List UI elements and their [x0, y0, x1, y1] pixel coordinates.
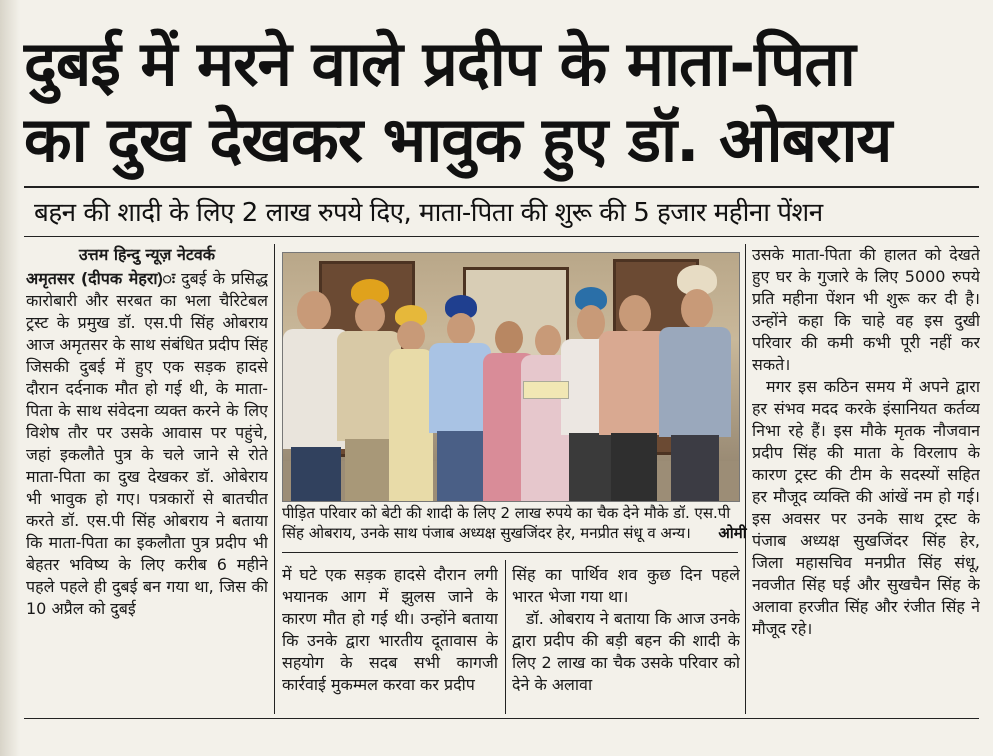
photo-person-9: [659, 265, 731, 501]
photo-credit: ओमी: [718, 524, 747, 542]
headline-divider: [24, 186, 979, 188]
column-3-text-1: सिंह का पार्थिव शव कुछ दिन पहले भारत भेजा गया था।: [512, 565, 740, 606]
caption-line-2-text: सिंह ओबराय, उनके साथ पंजाब अध्यक्ष सुखजिंदर हेर, मनप्रीत संधू व अन्य।: [282, 524, 691, 542]
page-edge-shadow: [0, 0, 20, 756]
column-2-text: में घटे एक सड़क हादसे दौरान लगी भयानक आग में झुलस जाने के कारण मौत हो गई थी। उन्होंने बताया कि उनके द्वारा भारतीय दूतावास के सहयोग के सदब सभी कागजी कार्रवाई मुकम्मल करवा कर प्रदीप: [282, 565, 498, 694]
article-column-1: [26, 244, 268, 712]
subhead-divider: [24, 236, 979, 237]
news-photo: [282, 252, 740, 502]
headline-line-2: का दुख देखकर भावुक हुए डॉ. ओबराय: [24, 103, 892, 176]
column-separator-1: [274, 244, 275, 714]
article-column-4: [752, 244, 980, 712]
column-separator-2: [505, 560, 506, 714]
subheadline: बहन की शादी के लिए 2 लाख रुपये दिए, माता-पिता की शुरू की 5 हजार महीना पेंशन: [34, 198, 823, 228]
cheque: [523, 381, 569, 399]
column-1-text: दुबई के प्रसिद्ध कारोबारी और सरबत का भला चैरिटेबल ट्रस्ट के प्रमुख डॉ. एस.पी सिंह ओबराय आज अमृतसर के साथ संबंधित प्रदीप सिंह जिसकी दुबई में हुए एक सड़क हादसे दौरान दर्दनाक मौत हो गई थी, के माता-पिता के साथ संवेदना व्यक्त करने के लिए विशेष तौर पर उसके आवास पर पहुंचे, जहां इकलौते पुत्र के चले जाने से रोते माता-पिता का दुख देखकर डॉ. ओबेराय भी भावुक हो गए। पत्रकारों से बातचीत करते डॉ. एस.पी सिंह ओबराय ने बताया कि माता-पिता का इकलौता पुत्र प्रदीप भी बेहतर भविष्य के लिए करीब 6 महीने पहले पहले ही दुबई बन गया था, जिस की 10 अप्रैल को दुबई: [26, 269, 268, 618]
article-column-3: [512, 564, 740, 712]
caption-divider: [282, 552, 738, 553]
dateline: अमृतसर (दीपक मेहरा)ः: [26, 269, 176, 288]
headline-line-1: दुबई में मरने वाले प्रदीप के माता-पिता: [24, 27, 855, 100]
byline: उत्तम हिन्दु न्यूज़ नेटवर्क: [78, 245, 216, 264]
bottom-rule: [24, 718, 979, 719]
column-4-text-1: उसके माता-पिता की हालत को देखते हुए घर के गुजारे के लिए 5000 रुपये प्रति महीना पेंशन भी शुरू कर दी है। उन्होंने कहा कि चाहे वह इस दुखी परिवार की कमी कभी पूरी नहीं कर सकते।: [752, 245, 980, 374]
column-3-text-2: डॉ. ओबराय ने बताया कि आज उनके द्वारा प्रदीप की बड़ी बहन की शादी के लिए 2 लाख का चैक उसके परिवार को देने के अलावा: [512, 609, 740, 694]
caption-line-2: [282, 523, 747, 543]
column-1-body: [26, 268, 268, 620]
article-column-2: [282, 564, 498, 712]
caption-line-1: पीड़ित परिवार को बेटी की शादी के लिए 2 लाख रुपये का चैक देने मौके डॉ. एस.पी: [282, 504, 731, 522]
column-separator-3: [745, 244, 746, 714]
photo-caption: [282, 503, 747, 547]
column-4-text-2: मगर इस कठिन समय में अपने द्वारा हर संभव मदद करके इंसानियत कर्तव्य निभा रहे हैं। इस मौके मृतक नौजवान प्रदीप सिंह की माता के विरलाप के कारण ट्रस्ट की टीम के सदस्यों सहित हर मौजूद व्यक्ति की आंखें नम हो गई। इस अवसर पर उनके साथ ट्रस्ट के पंजाब अध्यक्ष सुखजिंदर सिंह हेर, जिला महासचिव मनप्रीत सिंह संधू, नवजीत सिंह घई और सुखचैन सिंह के अलावा हरजीत सिंह और रंजीत सिंह ने मौजूद रहे।: [752, 377, 980, 638]
